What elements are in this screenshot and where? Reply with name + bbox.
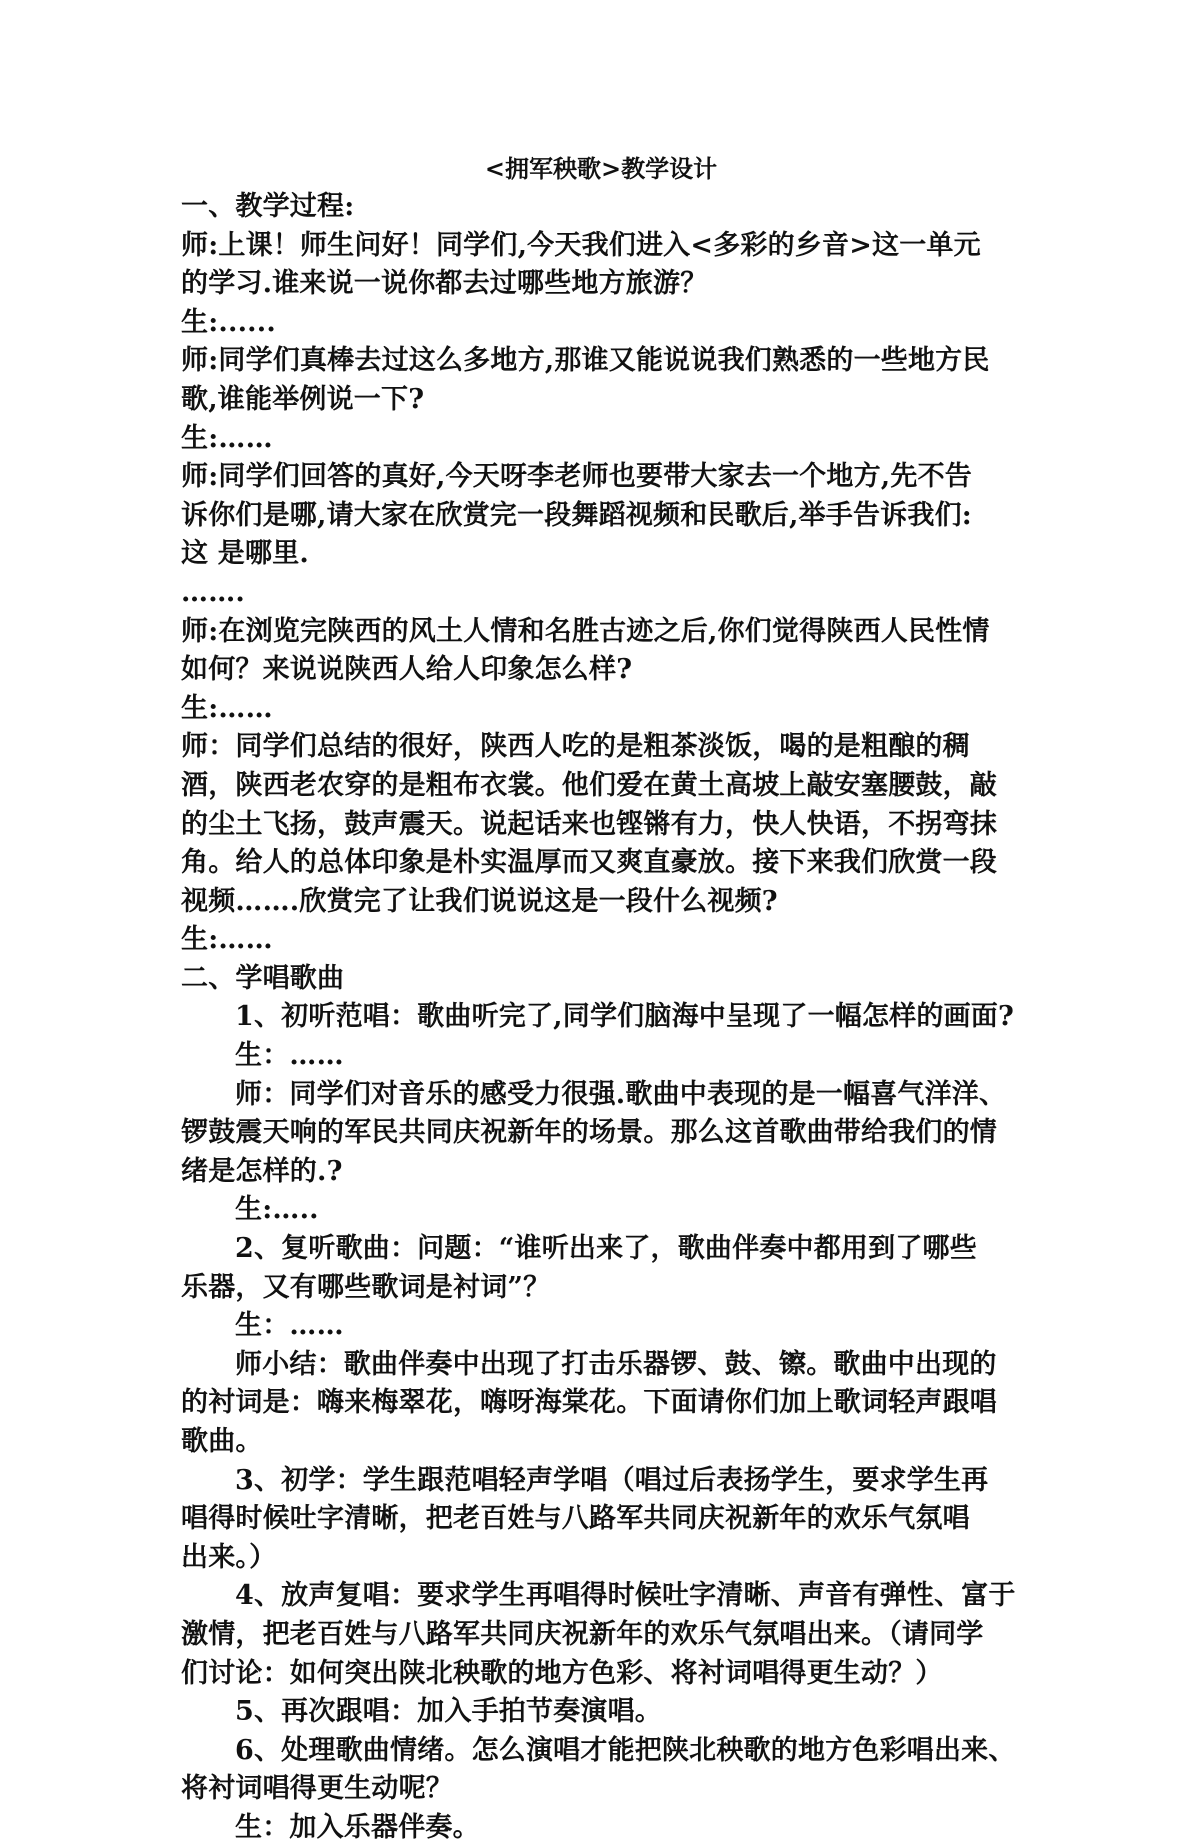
document-body	[181, 188, 1021, 1848]
text-line: 生：加入乐器伴奏。	[235, 1811, 480, 1843]
text-line: 唱得时候吐字清晰，把老百姓与八路军共同庆祝新年的欢乐气氛唱	[181, 1503, 970, 1535]
text-line: 生:……	[181, 692, 273, 724]
text-line: 师:同学们真棒去过这么多地方,那谁又能说说我们熟悉的一些地方民	[181, 345, 990, 377]
text-line: 1、初听范唱：歌曲听完了,同学们脑海中呈现了一幅怎样的画面?	[235, 1001, 1015, 1033]
text-line: 们讨论：如何突出陕北秧歌的地方色彩、将衬词唱得更生动？）	[181, 1657, 943, 1689]
text-line: 生:......	[181, 306, 276, 338]
text-line: 歌曲。	[181, 1426, 263, 1457]
text-line: 歌,谁能举例说一下?	[181, 383, 425, 415]
text-line: 一、教学过程:	[181, 191, 355, 222]
text-line: 3、初学：学生跟范唱轻声学唱（唱过后表扬学生，要求学生再	[235, 1464, 989, 1496]
text-line: 生:……	[181, 422, 273, 454]
text-line: 如何？来说说陕西人给人印象怎么样?	[181, 654, 633, 686]
text-line: …….	[181, 576, 245, 608]
text-line: 4、放声复唱：要求学生再唱得时候吐字清晰、声音有弹性、富于	[235, 1580, 1016, 1612]
text-line: 这 是哪里.	[181, 538, 309, 570]
text-line: 的学习.谁来说一说你都去过哪些地方旅游？	[181, 268, 708, 300]
text-line: 出来。）	[181, 1541, 277, 1573]
text-line: 生:……	[181, 924, 273, 956]
text-line: 乐器，又有哪些歌词是衬词”？	[181, 1271, 551, 1303]
text-line: 将衬词唱得更生动呢？	[181, 1773, 453, 1805]
text-line: 激情，把老百姓与八路军共同庆祝新年的欢乐气氛唱出来。（请同学	[181, 1618, 984, 1650]
text-line: 师小结：歌曲伴奏中出现了打击乐器锣、鼓、镲。歌曲中出现的	[235, 1348, 997, 1380]
text-line: 6、处理歌曲情绪。怎么演唱才能把陕北秧歌的地方色彩唱出来、	[235, 1734, 1016, 1766]
text-line: 师:同学们回答的真好,今天呀李老师也要带大家去一个地方,先不告	[181, 461, 972, 493]
text-line: 绪是怎样的.?	[181, 1155, 343, 1187]
text-line: 的尘土飞扬，鼓声震天。说起话来也铿锵有力，快人快语，不拐弯抹	[181, 808, 997, 840]
text-line: 2、复听歌曲：问题：“谁听出来了，歌曲伴奏中都用到了哪些	[235, 1233, 977, 1265]
document-title: <拥军秧歌>教学设计	[484, 154, 718, 183]
document-page	[181, 150, 1021, 1848]
text-line: 师:上课！师生问好！同学们,今天我们进入<多彩的乡音>这一单元	[181, 229, 981, 261]
text-line: 师:在浏览完陕西的风土人情和名胜古迹之后,你们觉得陕西人民性情	[181, 615, 990, 647]
text-line: 生：……	[235, 1310, 344, 1342]
text-line: 师：同学们对音乐的感受力很强.歌曲中表现的是一幅喜气洋洋、	[235, 1078, 1007, 1110]
text-line: 角。给人的总体印象是朴实温厚而又爽直豪放。接下来我们欣赏一段	[181, 847, 997, 879]
text-line: 5、再次跟唱：加入手拍节奏演唱。	[235, 1696, 662, 1728]
text-line: 生:…..	[235, 1194, 319, 1226]
text-line: 锣鼓震天响的军民共同庆祝新年的场景。那么这首歌曲带给我们的情	[181, 1117, 997, 1149]
text-line: 师：同学们总结的很好，陕西人吃的是粗茶淡饭，喝的是粗酿的稠	[181, 731, 970, 763]
text-line: 二、学唱歌曲	[181, 962, 345, 994]
text-line: 视频…….欣赏完了让我们说说这是一段什么视频?	[181, 885, 778, 917]
text-line: 诉你们是哪,请大家在欣赏完一段舞蹈视频和民歌后,举手告诉我们:	[181, 499, 972, 531]
text-line: 的衬词是：嗨来梅翠花，嗨呀海棠花。下面请你们加上歌词轻声跟唱	[181, 1387, 997, 1419]
text-line: 生：……	[235, 1040, 344, 1072]
text-line: 酒，陕西老农穿的是粗布衣裳。他们爱在黄土高坡上敲安塞腰鼓，敲	[181, 769, 997, 801]
